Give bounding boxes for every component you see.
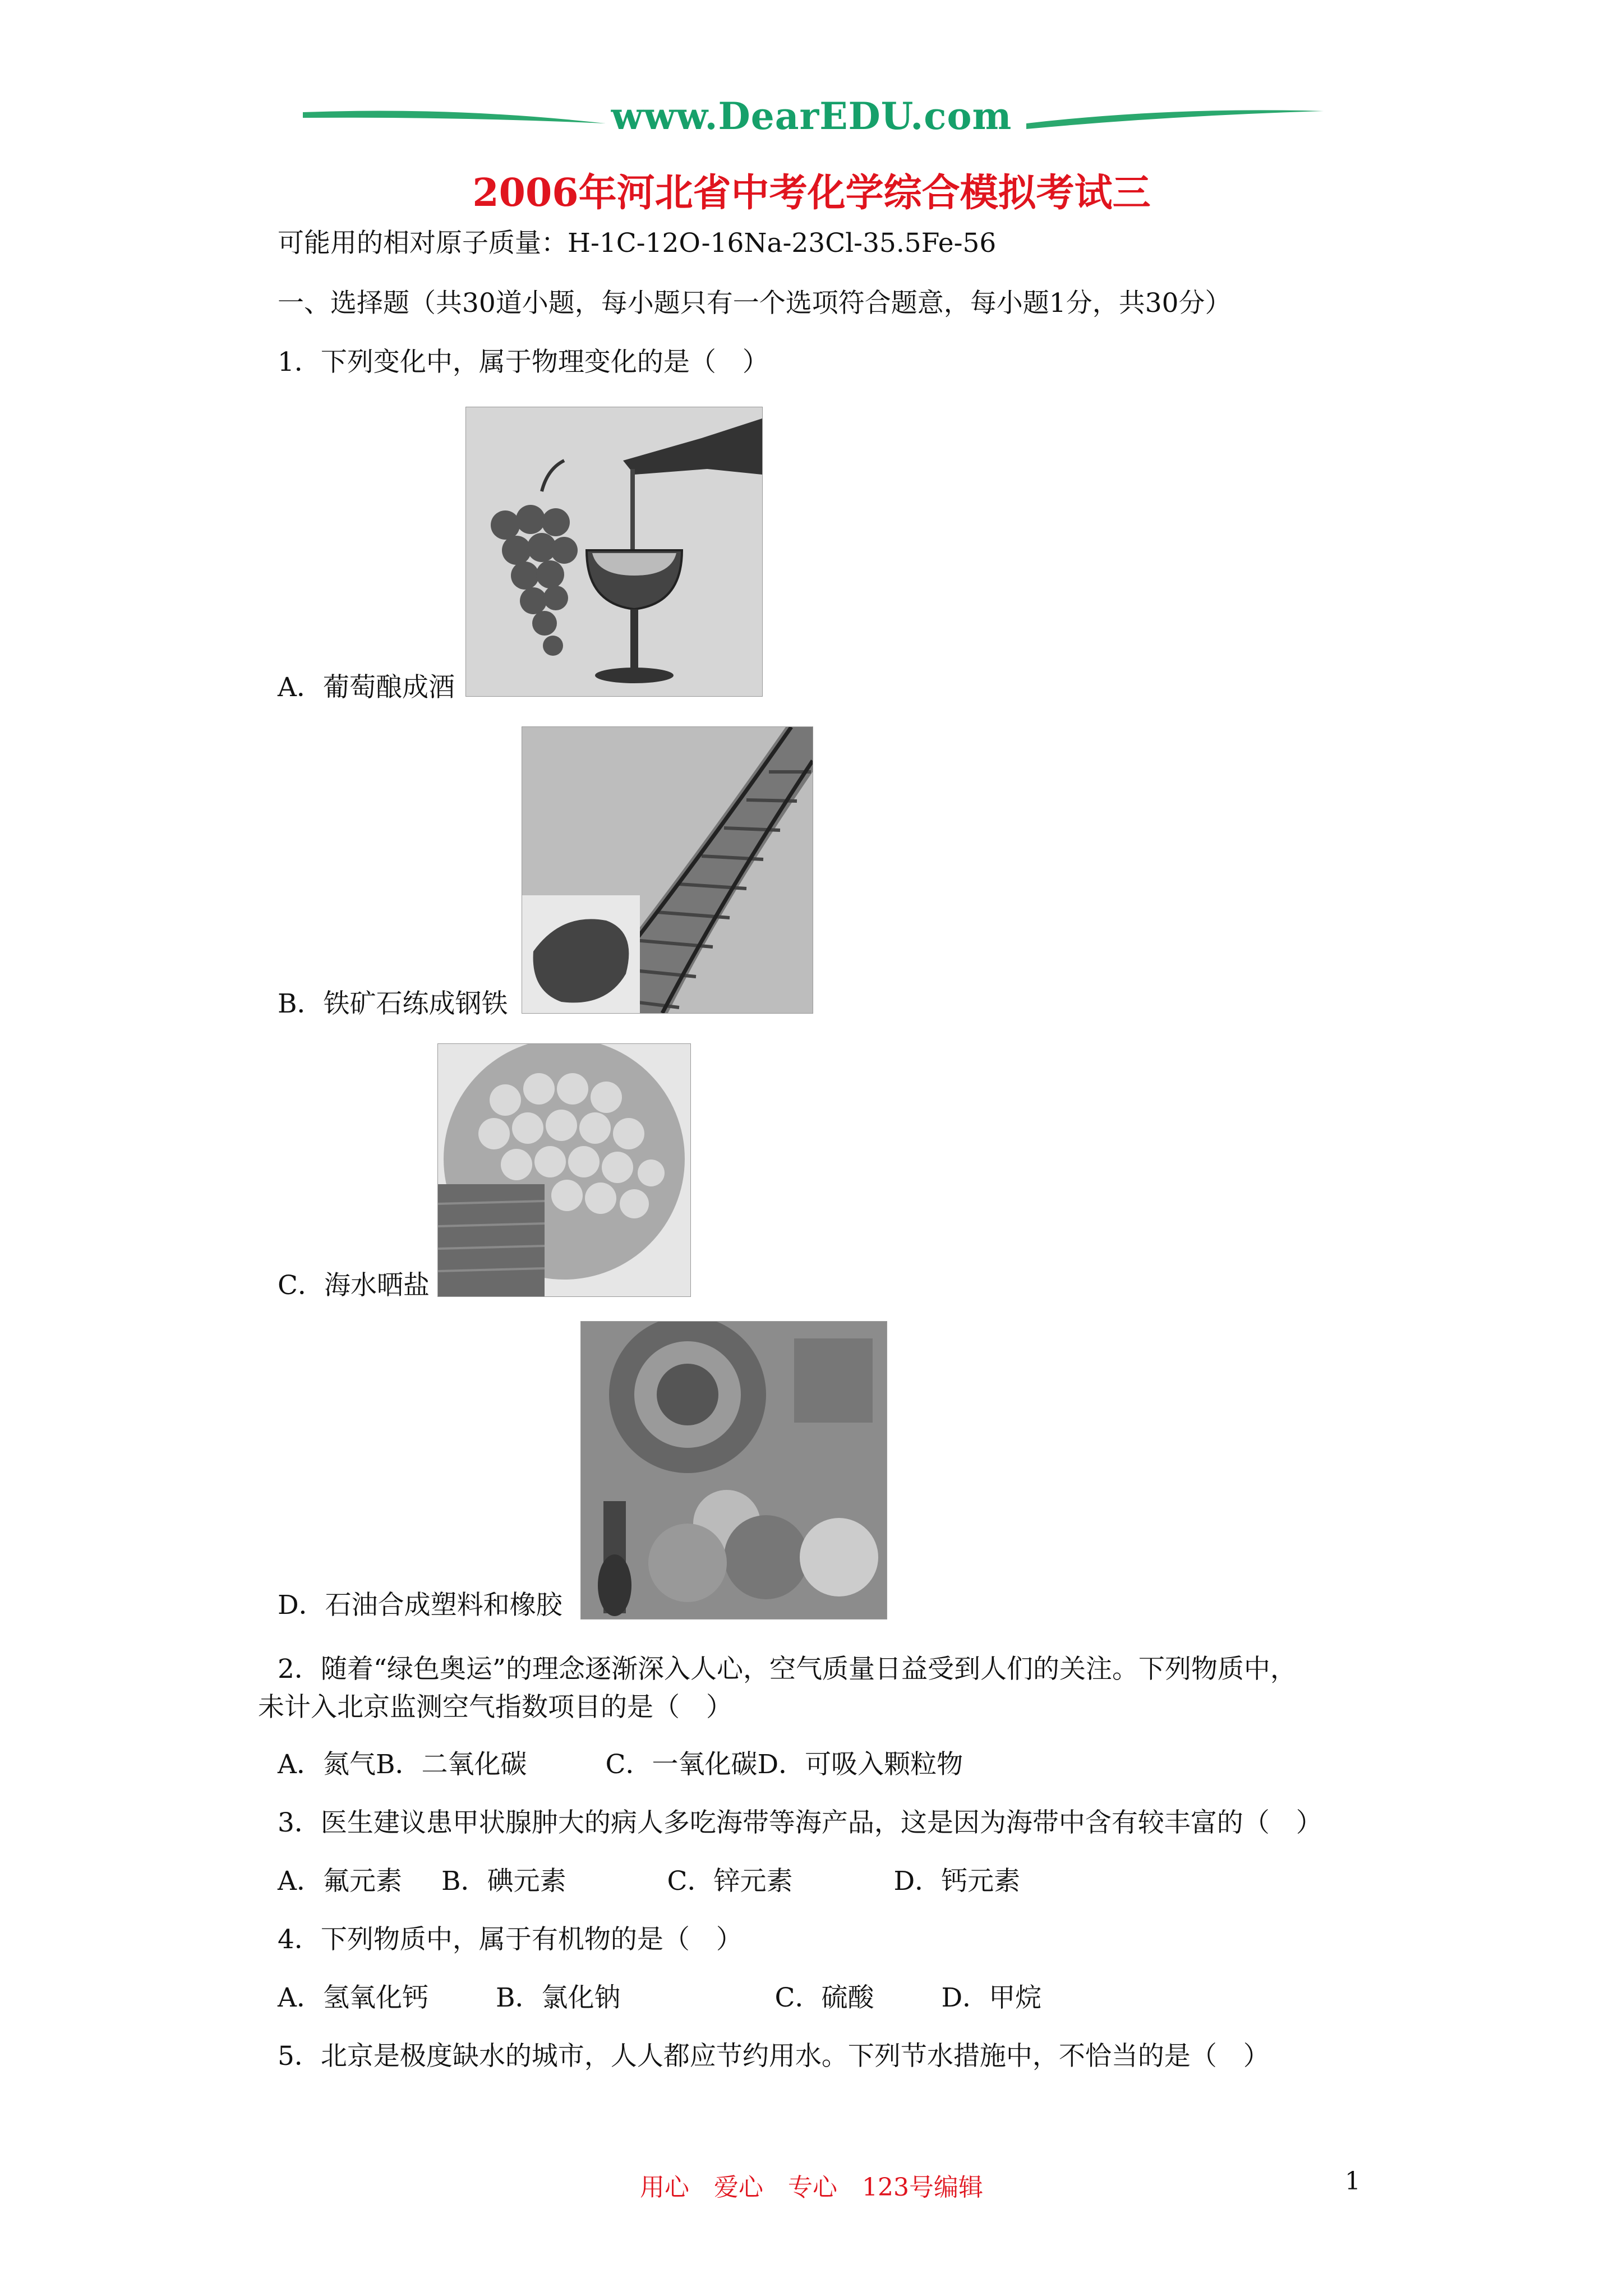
q1-option-b: B．铁矿石练成钢铁: [278, 988, 508, 1019]
q3-option-b: B．碘元素: [441, 1866, 566, 1897]
q3-stem: 3．医生建议患甲状腺肿大的病人多吃海带等海产品，这是因为海带中含有较丰富的（ ）: [278, 1807, 1322, 1838]
oil-plastic-rubber-image: [580, 1321, 887, 1619]
q3-option-c: C．锌元素: [667, 1866, 793, 1897]
q2-stem-line2: 未计入北京监测空气指数项目的是（ ）: [258, 1692, 732, 1723]
q4-option-c: C．硫酸: [774, 1982, 874, 2013]
q4-option-d: D．甲烷: [941, 1982, 1042, 2013]
q4-option-a: A．氢氧化钙: [278, 1982, 428, 2013]
sea-salt-image: [437, 1043, 691, 1297]
q1-option-c: C．海水晒盐: [278, 1270, 430, 1301]
q2-option-a: A．氮气: [278, 1749, 376, 1780]
atomic-masses: 可能用的相对原子质量：H-1C-12O-16Na-23Cl-35.5Fe-56: [278, 228, 997, 259]
page-title: 2006年河北省中考化学综合模拟考试三: [472, 171, 1151, 215]
q2-options: [278, 1751, 963, 1778]
q3-option-d: D．钙元素: [893, 1866, 1021, 1897]
q3-options: [278, 1866, 1021, 1897]
footer-text: 用心 爱心 专心 123号编辑: [640, 2173, 983, 2202]
q4-options: [278, 1982, 1042, 2013]
q1-stem: 1．下列变化中，属于物理变化的是（ ）: [278, 347, 769, 378]
section-heading: 一、选择题（共30道小题，每小题只有一个选项符合题意，每小题1分，共30分）: [278, 288, 1232, 319]
grapes-wine-image: [465, 407, 763, 697]
q5-stem: 5．北京是极度缺水的城市，人人都应节约用水。下列节水措施中，不恰当的是（ ）: [278, 2041, 1270, 2072]
q3-option-a: A．氟元素: [278, 1866, 402, 1897]
q2-option-d: D．可吸入颗粒物: [757, 1749, 963, 1780]
q2-option-b: B．二氧化碳: [375, 1749, 527, 1780]
q2-option-c: C．一氧化碳: [605, 1749, 758, 1780]
q1-option-a: A．葡萄酿成酒: [278, 672, 455, 703]
q4-stem: 4．下列物质中，属于有机物的是（ ）: [278, 1924, 743, 1955]
q4-option-b: B．氯化钠: [495, 1982, 621, 2013]
railway-iron-ore-image: [522, 726, 813, 1014]
q2-stem-line1: 2．随着“绿色奥运”的理念逐渐深入人心，空气质量日益受到人们的关注。下列物质中，: [278, 1654, 1297, 1685]
page-number: 1: [1345, 2167, 1361, 2196]
site-logo-text: www.DearEDU.com: [611, 94, 1012, 138]
q1-option-d: D．石油合成塑料和橡胶: [278, 1590, 562, 1621]
